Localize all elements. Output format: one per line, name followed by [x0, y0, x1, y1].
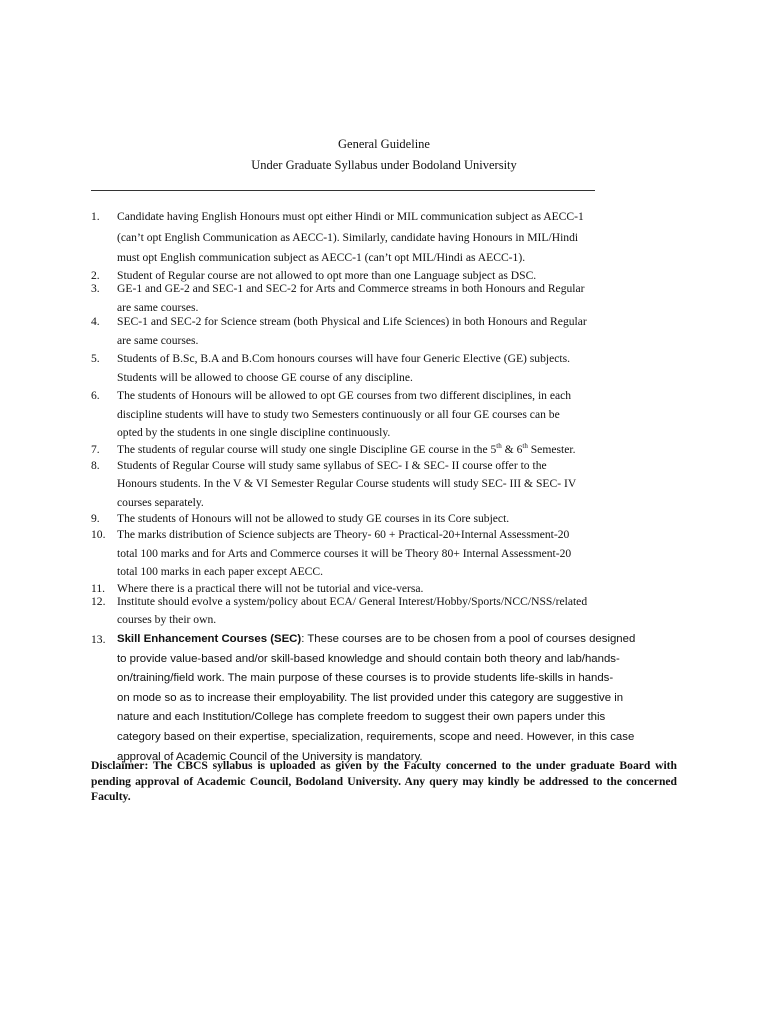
- item-number: 11.: [91, 581, 106, 595]
- item-text: Student of Regular course are not allowed to opt more than one Language subject as DSC.: [117, 268, 537, 282]
- list-item: [91, 269, 677, 283]
- list-item: [91, 349, 677, 387]
- list-item: [91, 595, 677, 627]
- item-number: 3.: [91, 282, 100, 296]
- list-item: [91, 630, 677, 767]
- item-number: 5.: [91, 352, 100, 366]
- item-text: GE-1 and GE-2 and SEC-1 and SEC-2 for Arts and Commerce streams in both Honours and Regular are same courses.: [117, 282, 585, 315]
- item-heading: Skill Enhancement Courses (SEC): [117, 632, 302, 645]
- item-number: 1.: [91, 210, 100, 223]
- item-number: 13.: [91, 632, 106, 646]
- item-text: Where there is a practical there will not be tutorial and vice-versa.: [117, 581, 424, 595]
- list-item: [91, 315, 677, 348]
- item-text: SEC-1 and SEC-2 for Science stream (both Physical and Life Sciences) in both Honours and Regular are same courses.: [117, 314, 587, 347]
- item-number: 12.: [91, 595, 106, 609]
- list-item: [91, 582, 677, 596]
- list-item: [91, 387, 677, 443]
- item-number: 6.: [91, 389, 100, 403]
- document-title: General Guideline: [338, 137, 430, 151]
- list-item: [91, 512, 677, 526]
- horizontal-rule: [91, 190, 595, 191]
- item-text: The students of Honours will not be allowed to study GE courses in its Core subject.: [117, 512, 510, 526]
- item-text: The students of regular course will study one single Discipline GE course in the 5th & 6th Semester.: [117, 442, 576, 456]
- document-subtitle: Under Graduate Syllabus under Bodoland University: [251, 158, 517, 172]
- item-number: 8.: [91, 458, 100, 472]
- item-text: Skill Enhancement Courses (SEC): These courses are to be chosen from a pool of courses designed to provide value-based and/or skill-based knowledge and should contain both theory and lab/hands- on/training/field work. The main purpose of these courses is to provide students life-skills in hands- on mode so as to increase their employability. The list provided under this category are suggestive in nature and each Institution/College has complete freedom to suggest their own papers under this category based on their expertise, specialization, requirements, scope and need. However, in this case approval of Academic Council of the University is mandatory.: [117, 632, 636, 763]
- item-text: Students of Regular Course will study same syllabus of SEC- I & SEC- II course offer to the Honours students. In the V & VI Semester Regular Course students will study SEC- III & SEC- IV courses separately.: [117, 458, 577, 509]
- disclaimer-text: The CBCS syllabus is uploaded as given by the Faculty concerned to the under graduate Board with pending approval of Academic Council, Bodoland University. Any query may kindly be addressed to the concerned Faculty.: [91, 759, 677, 803]
- list-item: [91, 207, 677, 269]
- list-item: [91, 526, 677, 582]
- list-item: [91, 443, 677, 457]
- list-item: [91, 457, 677, 513]
- item-number: 7.: [91, 442, 100, 456]
- item-text: Institute should evolve a system/policy about ECA/ General Interest/Hobby/Sports/NCC/NSS/related courses by their own.: [117, 595, 588, 627]
- item-number: 9.: [91, 512, 100, 526]
- item-number: 10.: [91, 528, 106, 542]
- item-number: 4.: [91, 314, 100, 328]
- item-text: The marks distribution of Science subjects are Theory- 60 + Practical-20+Internal Assessment-20 total 100 marks and for Arts and Commerce courses it will be Theory 80+ Internal Assessment-20 total 100 marks in each paper except AECC.: [117, 528, 572, 579]
- list-item: [91, 282, 677, 315]
- disclaimer-label: Disclaimer:: [91, 759, 149, 772]
- item-text: The students of Honours will be allowed to opt GE courses from two different disciplines, in each discipline students will have to study two Semesters continuously or all four GE courses can be opted by the students in one single discipline continuously.: [117, 389, 572, 440]
- item-text: Students of B.Sc, B.A and B.Com honours courses will have four Generic Elective (GE) subjects. Students will be allowed to choose GE course of any discipline.: [117, 352, 571, 385]
- guideline-list: [91, 207, 677, 767]
- item-text: Candidate having English Honours must opt either Hindi or MIL communication subject as AECC-1 (can’t opt English Communication as AECC-1). Similarly, candidate having Honours in MIL/Hindi must opt English communication subject as AECC-1 (can’t opt MIL/Hindi as AECC-1).: [117, 210, 584, 264]
- item-number: 2.: [91, 268, 100, 282]
- disclaimer: [91, 758, 677, 805]
